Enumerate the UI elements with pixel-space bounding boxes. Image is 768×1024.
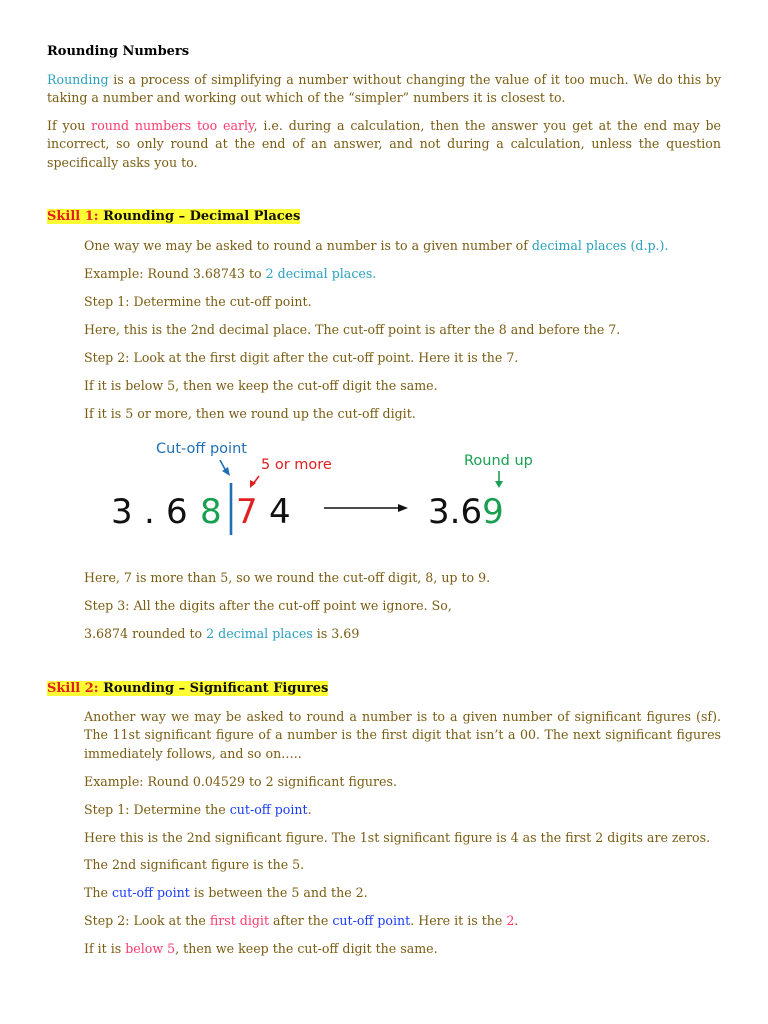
five-or-more-label: 5 or more	[261, 457, 332, 473]
skill-2-line-3	[84, 802, 312, 817]
round-up-arrow-head	[495, 481, 503, 488]
page-title: Rounding Numbers	[47, 44, 190, 59]
result-digit-9: 9	[482, 492, 504, 532]
first-digit-term: first digit	[209, 913, 270, 928]
digit-7: 7	[236, 492, 258, 532]
digit-8-cutoff: 8	[200, 492, 222, 532]
skill-2-line-3-text-a: Step 1: Determine the	[84, 802, 230, 817]
skill-2-number: Skill 2:	[47, 681, 99, 696]
skill-2-line-8-text-a: If it is	[84, 941, 126, 956]
decimal-point: .	[144, 492, 155, 532]
intro-text-2a: If you	[47, 118, 92, 133]
skill-1-line-3: Step 1: Determine the cut-off point.	[84, 294, 312, 309]
skill-2-line-7-text-d: .	[514, 913, 519, 928]
cutoff-point-term-3: cut-off point	[332, 913, 411, 928]
skill-1-line-10-text-a: 3.6874 rounded to	[84, 626, 207, 641]
skill-1-line-2	[84, 266, 376, 281]
digit-3: 3	[111, 492, 133, 532]
rounding-diagram	[84, 430, 568, 560]
intro-text-1: is a process of simplifying a number without changing the value of it too much. We do this by taking a number and working out which of the “simpler” numbers it is closest to.	[47, 72, 721, 106]
skill-2-title: Rounding – Significant Figures	[98, 681, 329, 696]
skill-1-line-7: If it is 5 or more, then we round up the cut-off digit.	[84, 406, 416, 421]
cutoff-arrow-head	[222, 467, 230, 476]
skill-1-number: Skill 1:	[47, 209, 99, 224]
skill-1-line-1-text: One way we may be asked to round a number is to a given number of	[84, 238, 532, 253]
skill-2-line-4: Here this is the 2nd significant figure. The 1st significant figure is 4 as the first 2 digits are zeros.	[84, 830, 711, 845]
intro-paragraph-2	[47, 117, 721, 172]
skill-2-line-7-text-a: Step 2: Look at the	[84, 913, 210, 928]
below-5-term: below 5	[125, 941, 176, 956]
decimal-places-term: decimal places (d.p.).	[531, 238, 669, 253]
digit-6: 6	[166, 492, 188, 532]
skill-1-title: Rounding – Decimal Places	[98, 209, 301, 224]
intro-text-2b: , i.e. during a calculation, then the answer you get at the end may be incorrect, so only round at the end of an answer, and not during a calculation, unless the question specifically asks you to.	[47, 118, 721, 170]
skill-2-heading	[47, 681, 328, 696]
result-number	[428, 492, 504, 532]
skill-2-line-8	[84, 941, 438, 956]
round-early-term: round numbers too early	[91, 118, 254, 133]
rounding-term: Rounding	[47, 72, 109, 87]
cutoff-point-term-2: cut-off point	[111, 885, 190, 900]
skill-1-line-10	[84, 626, 359, 641]
skill-1-line-8: Here, 7 is more than 5, so we round the cut-off digit, 8, up to 9.	[84, 570, 491, 585]
skill-2-line-3-text-b: .	[307, 802, 312, 817]
skill-2-line-6	[84, 885, 368, 900]
skill-1-line-1	[84, 238, 668, 253]
result-prefix: 3.6	[428, 492, 483, 532]
intro-paragraph-1	[47, 71, 721, 108]
skill-2-line-2: Example: Round 0.04529 to 2 significant figures.	[84, 774, 397, 789]
skill-2-line-5: The 2nd significant figure is the 5.	[84, 857, 305, 872]
skill-2-line-7-text-b: after the	[269, 913, 333, 928]
skill-1-line-5: Step 2: Look at the first digit after the cut-off point. Here it is the 7.	[84, 350, 519, 365]
result-arrow-head	[398, 504, 408, 512]
skill-2-line-8-text-b: , then we keep the cut-off digit the same.	[175, 941, 438, 956]
cutoff-point-label: Cut-off point	[156, 441, 247, 457]
skill-2-line-7-text-c: . Here it is the	[410, 913, 507, 928]
original-number	[111, 492, 291, 532]
skill-2-paragraph-1: Another way we may be asked to round a number is to a given number of significant figures (sf). The 11st significant figure of a number is the first digit that isn’t a 00. The next significant figures immediately follows, and so on…..	[84, 709, 721, 761]
digit-4: 4	[269, 492, 291, 532]
skill-1-line-6: If it is below 5, then we keep the cut-off digit the same.	[84, 378, 438, 393]
round-up-label: Round up	[464, 453, 533, 469]
digit-2-term: 2	[506, 913, 515, 928]
two-decimal-places-term: 2 decimal places.	[265, 266, 377, 281]
skill-1-line-4: Here, this is the 2nd decimal place. The cut-off point is after the 8 and before the 7.	[84, 322, 621, 337]
cutoff-point-term-1: cut-off point	[229, 802, 308, 817]
skill-1-line-9: Step 3: All the digits after the cut-off point we ignore. So,	[84, 598, 452, 613]
skill-1-line-10-text-b: is 3.69	[312, 626, 360, 641]
skill-2-line-6-text-b: is between the 5 and the 2.	[189, 885, 368, 900]
skill-1-line-2-text: Example: Round 3.68743 to	[84, 266, 266, 281]
skill-2-line-7	[84, 913, 518, 928]
two-decimal-places-term-2: 2 decimal places	[206, 626, 313, 641]
skill-1-heading	[47, 209, 300, 224]
skill-2-line-6-text-a: The	[84, 885, 112, 900]
